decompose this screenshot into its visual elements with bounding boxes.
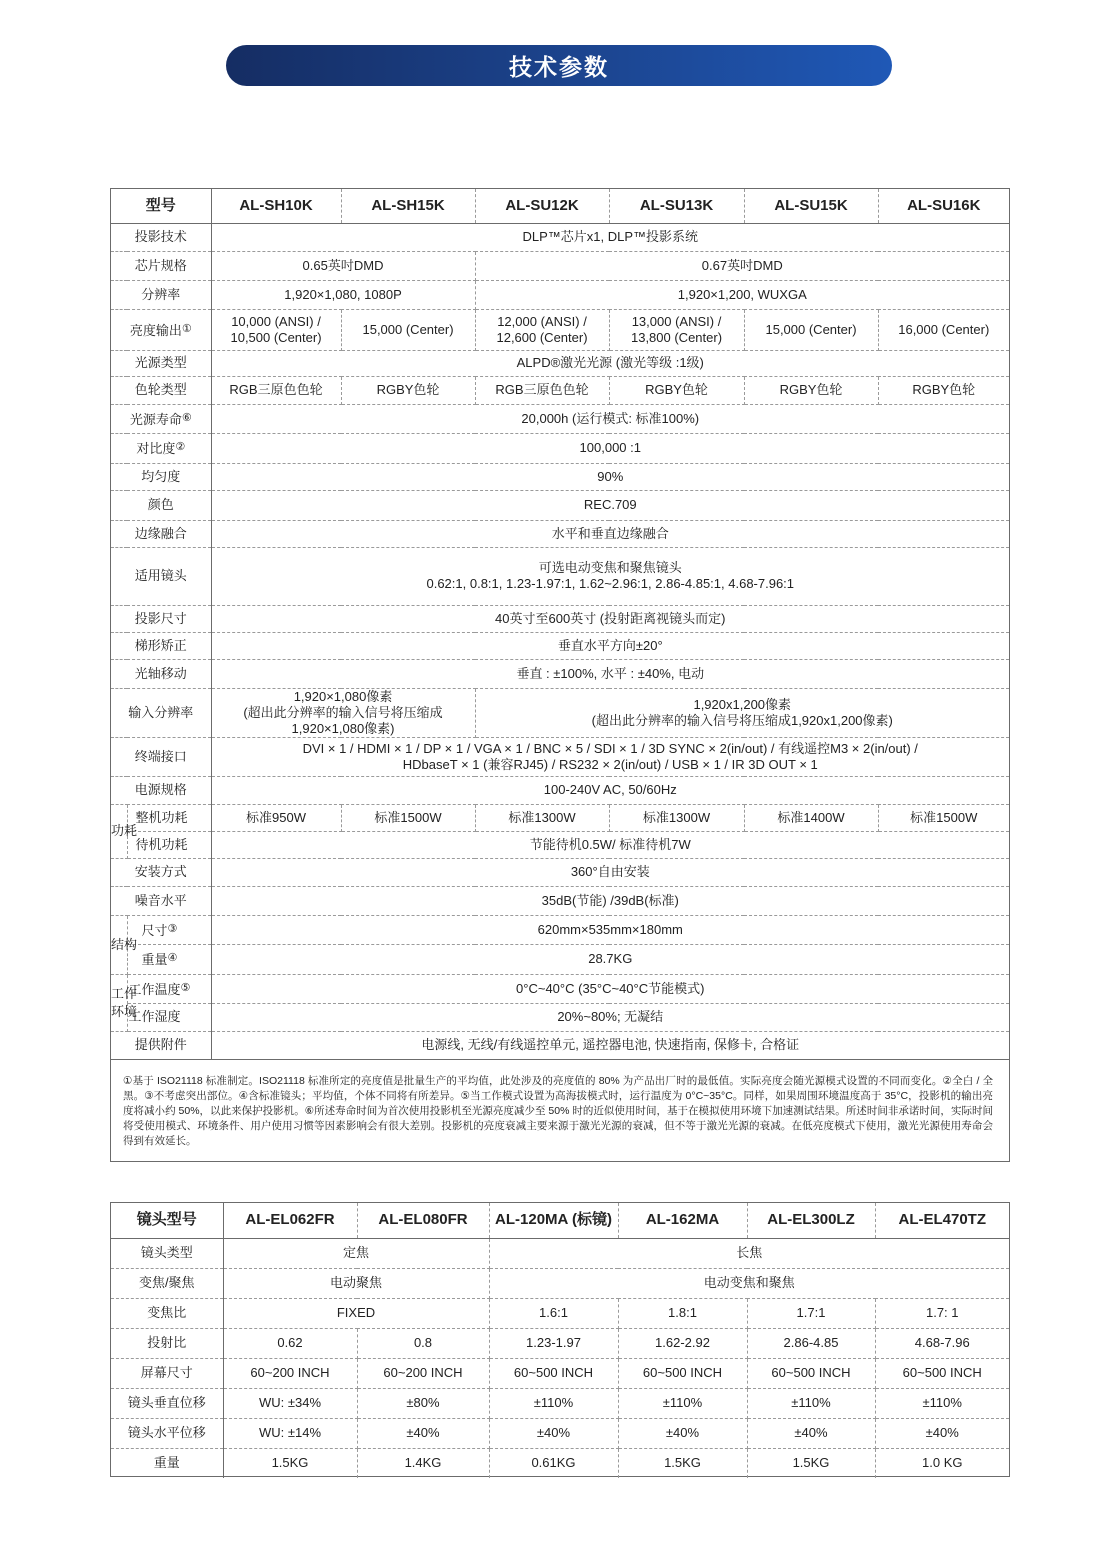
row-value: ALPD®激光光源 (激光等级 :1级) [211,350,1009,376]
row-value: 标准1300W [609,804,744,831]
row-value: 0.67英吋DMD [475,251,1009,280]
lens-row [111,1448,1009,1478]
group-label-environment [111,974,138,1031]
row-value: 1.7: 1 [875,1298,1009,1328]
row-value: RGBY色轮 [878,376,1009,404]
row-label: 光轴移动 [111,659,211,688]
row-value: 垂直水平方向±20° [211,632,1009,659]
lens-model-name: AL-EL470TZ [875,1203,1009,1238]
lens-model-name: AL-EL300LZ [747,1203,875,1238]
row-value: 节能待机0.5W/ 标准待机7W [211,831,1009,858]
row-value: RGBY色轮 [341,376,475,404]
spec-row [111,1031,1009,1059]
lens-row [111,1388,1009,1418]
row-label: 噪音水平 [111,886,211,915]
row-value: 0.62 [223,1328,357,1358]
row-label: 屏幕尺寸 [111,1358,223,1388]
row-value: 15,000 (Center) [744,309,878,350]
lens-model-name: AL-EL080FR [357,1203,489,1238]
spec-row [111,831,1009,858]
row-label: 工作湿度 [127,1003,211,1031]
spec-row [111,632,1009,659]
model-name: AL-SU12K [475,189,609,223]
row-value: 标准1300W [475,804,609,831]
row-value: WU: ±14% [223,1418,357,1448]
row-value: 620mm×535mm×180mm [211,915,1009,944]
row-value: 15,000 (Center) [341,309,475,350]
lens-table-box [110,1202,1010,1477]
lens-row [111,1328,1009,1358]
row-label [111,433,211,463]
model-name: AL-SU15K [744,189,878,223]
row-value: ±110% [489,1388,618,1418]
section-title-banner [226,45,892,86]
footnote-mark: ② [175,441,186,453]
brightness-center: 10,500 (Center) [230,329,322,345]
spec-row [111,223,1009,251]
row-label: 变焦比 [111,1298,223,1328]
model-header-label: 型号 [111,189,211,223]
model-name: AL-SU13K [609,189,744,223]
row-label: 边缘融合 [111,520,211,547]
spec-row [111,944,1009,974]
row-label: 输入分辨率 [111,688,211,737]
life-label: 光源寿命 [129,411,182,427]
brightness-ansi: 13,000 (ANSI) / [631,313,722,329]
spec-row [111,547,1009,605]
lens-header-label: 镜头型号 [111,1203,223,1238]
row-value: 1.62-2.92 [618,1328,747,1358]
row-label [127,915,211,944]
row-value: 35dB(节能) /39dB(标准) [211,886,1009,915]
row-value: 1.5KG [747,1448,875,1478]
spec-row [111,915,1009,944]
spec-row [111,433,1009,463]
group-label-structure: 结构 [111,915,127,974]
brightness-ansi: 10,000 (ANSI) / [231,313,321,329]
row-value: 1.8:1 [618,1298,747,1328]
model-name: AL-SH10K [211,189,341,223]
row-value: 4.68-7.96 [875,1328,1009,1358]
row-value: 0.61KG [489,1448,618,1478]
input-res-line: 1,920×1,080像素) [291,720,395,736]
row-value: 电动变焦和聚焦 [489,1268,1009,1298]
row-label: 色轮类型 [111,376,211,404]
model-name: AL-SU16K [878,189,1009,223]
lens-model-name: AL-EL062FR [223,1203,357,1238]
row-value: 40英寸至600英寸 (投射距离视镜头而定) [211,605,1009,632]
row-value: 2.86-4.85 [747,1328,875,1358]
row-value: 60~500 INCH [489,1358,618,1388]
row-value: RGBY色轮 [744,376,878,404]
lens-row [111,1418,1009,1448]
row-label: 变焦/聚焦 [111,1268,223,1298]
footnote-mark: ① [181,322,192,335]
row-value: RGB三原色色轮 [211,376,341,404]
row-value: 水平和垂直边缘融合 [211,520,1009,547]
row-value: FIXED [223,1298,489,1328]
row-label [111,309,211,350]
row-label [127,944,211,974]
row-value: 垂直 : ±100%, 水平 : ±40%, 电动 [211,659,1009,688]
row-label: 投影技术 [111,223,211,251]
spec-row [111,886,1009,915]
row-value: ±80% [357,1388,489,1418]
row-label: 提供附件 [111,1031,211,1059]
spec-row [111,376,1009,404]
row-label: 电源规格 [111,776,211,804]
lens-table [111,1203,1009,1478]
row-value: 100,000 :1 [211,433,1009,463]
row-value: 60~200 INCH [223,1358,357,1388]
row-value: ±40% [875,1418,1009,1448]
lens-line-1: 可选电动变焦和聚焦镜头 [538,560,682,575]
row-value: 20%~80%; 无凝结 [211,1003,1009,1031]
input-res-line: 1,920×1,080像素 [293,688,393,704]
row-value: ±40% [489,1418,618,1448]
contrast-label: 对比度 [136,441,176,456]
spec-row [111,280,1009,309]
spec-row [111,659,1009,688]
row-value: 60~500 INCH [747,1358,875,1388]
row-value: ±110% [875,1388,1009,1418]
brightness-center: 12,600 (Center) [496,329,588,345]
spec-table [111,189,1009,1060]
spec-row [111,404,1009,433]
row-value [609,309,744,350]
input-res-line: (超出此分辨率的输入信号将压缩成1,920x1,200像素) [591,712,893,728]
input-res-line: 1,920x1,200像素 [693,696,792,712]
row-value [475,309,609,350]
row-value: 1,920×1,200, WUXGA [475,280,1009,309]
spec-row [111,520,1009,547]
row-value: ±40% [747,1418,875,1448]
row-value: 电源线, 无线/有线遥控单元, 遥控器电池, 快速指南, 保修卡, 合格证 [211,1031,1009,1059]
row-value [211,309,341,350]
row-label: 光源类型 [111,350,211,376]
row-value: 90% [211,463,1009,490]
spec-row [111,605,1009,632]
row-value: ±110% [618,1388,747,1418]
spec-row [111,804,1009,831]
row-label: 镜头垂直位移 [111,1388,223,1418]
row-value: 长焦 [489,1238,1009,1268]
lens-row [111,1298,1009,1328]
row-value [475,688,1009,737]
row-value: 电动聚焦 [223,1268,489,1298]
lens-model-name: AL-120MA (标镜) [489,1203,618,1238]
row-value: 0.8 [357,1328,489,1358]
spec-row [111,776,1009,804]
row-label: 重量 [111,1448,223,1478]
row-label: 均匀度 [111,463,211,490]
row-value: 1.0 KG [922,1455,963,1471]
spec-header-row [111,189,1009,223]
row-label: 投影尺寸 [111,605,211,632]
row-label: 整机功耗 [127,804,211,831]
spec-row [111,688,1009,737]
spec-row [111,350,1009,376]
row-value: 60~500 INCH [618,1358,747,1388]
footnote-mark: ⑥ [181,411,192,424]
row-value: ±110% [747,1388,875,1418]
row-label: 适用镜头 [111,547,211,605]
row-label [111,404,211,433]
lens-row [111,1358,1009,1388]
terminals-line-1: DVI × 1 / HDMI × 1 / DP × 1 / VGA × 1 / BNC × 5 / SDI × 1 / 3D SYNC × 2(in/out) / 有线遥控M3 × 2(in/out) / [302,740,918,756]
footnotes: ①基于 ISO21118 标准制定。ISO21118 标准所定的亮度值是批量生产的平均值，此处涉及的亮度值的 80% 为产品出厂时的最低值。实际亮度会随光源模式设置的不同而变化。②全白 / 全黑。③不考虑突出部位。④含标准镜头；平均值，个体不同将有所差异。⑤当工作模式设置为高海拔模式时，运行温度为 0°C~35°C。同样，如果周围环境温度高于 35°C，投影机的输出亮度将减小约 50%，以此来保护投影机。⑥所述寿命时间为首次使用投影机至光源亮度减少至 50% 时的近似使用时间，基于在模拟使用环境下加速测试结果。所述时间非承诺时间，实际时间将受使用模式、环境条件、用户使用习惯等因素影响会有很大差别。投影机的亮度衰减主要来源于激光光源的衰减，但不等于激光光源的衰减。在低亮度模式下使用，激光光源使用寿命会得到有效延长。 [123,1074,993,1147]
footnote-mark: ⑤ [180,981,191,994]
section-title: 技术参数 [509,54,609,80]
brightness-center: 13,800 (Center) [630,329,723,345]
row-value: 100-240V AC, 50/60Hz [211,776,1009,804]
terminals-line-2: HDbaseT × 1 (兼容RJ45) / RS232 × 2(in/out) / USB × 1 / IR 3D OUT × 1 [402,756,818,772]
lens-row [111,1268,1009,1298]
row-value: 20,000h (运行模式: 标准100%) [211,404,1009,433]
row-label: 待机功耗 [127,831,211,858]
row-value: 定焦 [223,1238,489,1268]
row-value: 360°自由安装 [211,858,1009,886]
row-value: 16,000 (Center) [878,309,1009,350]
row-value: RGB三原色色轮 [475,376,609,404]
row-value: ±40% [357,1418,489,1448]
row-value: RGBY色轮 [609,376,744,404]
row-value: WU: ±34% [223,1388,357,1418]
row-label [127,974,211,1003]
row-label: 分辨率 [111,280,211,309]
spec-row [111,490,1009,520]
row-value: 标准1500W [878,804,1009,831]
spec-row [111,251,1009,280]
spec-row [111,309,1009,350]
brightness-ansi: 12,000 (ANSI) / [497,313,587,329]
row-value [211,737,1009,776]
row-value: REC.709 [211,490,1009,520]
group-label-line: 环境 [111,1003,138,1019]
spec-row [111,1003,1009,1031]
model-name: AL-SH15K [341,189,475,223]
brightness-label: 亮度输出 [129,322,182,338]
row-label: 安装方式 [111,858,211,886]
group-label-line: 工作 [111,985,138,1001]
row-value: 标准1400W [744,804,878,831]
row-value: 1.5KG [618,1448,747,1478]
row-value: 1.23-1.97 [489,1328,618,1358]
spec-table-box [110,188,1010,1162]
row-value [211,688,475,737]
row-value: 0.65英吋DMD [211,251,475,280]
row-label: 颜色 [111,490,211,520]
footnote-mark: ③ [167,922,178,935]
row-value: 标准1500W [341,804,475,831]
weight-label: 重量 [141,952,168,967]
row-value: 1.4KG [357,1448,489,1478]
spec-row [111,858,1009,886]
lens-header-row [111,1203,1009,1238]
row-value: 标准950W [211,804,341,831]
row-value: 1.5KG [223,1448,357,1478]
input-res-line: (超出此分辨率的输入信号将压缩成 [243,704,443,720]
row-label: 终端接口 [111,737,211,776]
row-label: 投射比 [111,1328,223,1358]
row-value: ±40% [618,1418,747,1448]
lens-line-2: 0.62:1, 0.8:1, 1.23-1.97:1, 1.62~2.96:1, 2.86-4.85:1, 4.68-7.96:1 [426,576,795,591]
lens-model-name: AL-162MA [618,1203,747,1238]
row-value: 28.7KG [211,944,1009,974]
row-label: 芯片规格 [111,251,211,280]
row-value: 1.6:1 [489,1298,618,1328]
lens-row [111,1238,1009,1268]
group-label-power: 功耗 [111,804,127,858]
row-value: 1,920×1,080, 1080P [211,280,475,309]
row-label: 镜头水平位移 [111,1418,223,1448]
temp-label: 工作温度 [128,981,181,997]
row-value: 0°C~40°C (35°C~40°C节能模式) [211,974,1009,1003]
row-value [211,547,1009,605]
row-value: 60~500 INCH [875,1358,1009,1388]
row-label: 镜头类型 [111,1238,223,1268]
size-label: 尺寸 [141,922,168,938]
row-value: DLP™芯片x1, DLP™投影系统 [211,223,1009,251]
row-label: 梯形矫正 [111,632,211,659]
footnote-mark: ④ [167,952,178,964]
spec-row [111,463,1009,490]
row-value: 60~200 INCH [357,1358,489,1388]
spec-row [111,974,1009,1003]
spec-row [111,737,1009,776]
row-value: 1.7:1 [747,1298,875,1328]
